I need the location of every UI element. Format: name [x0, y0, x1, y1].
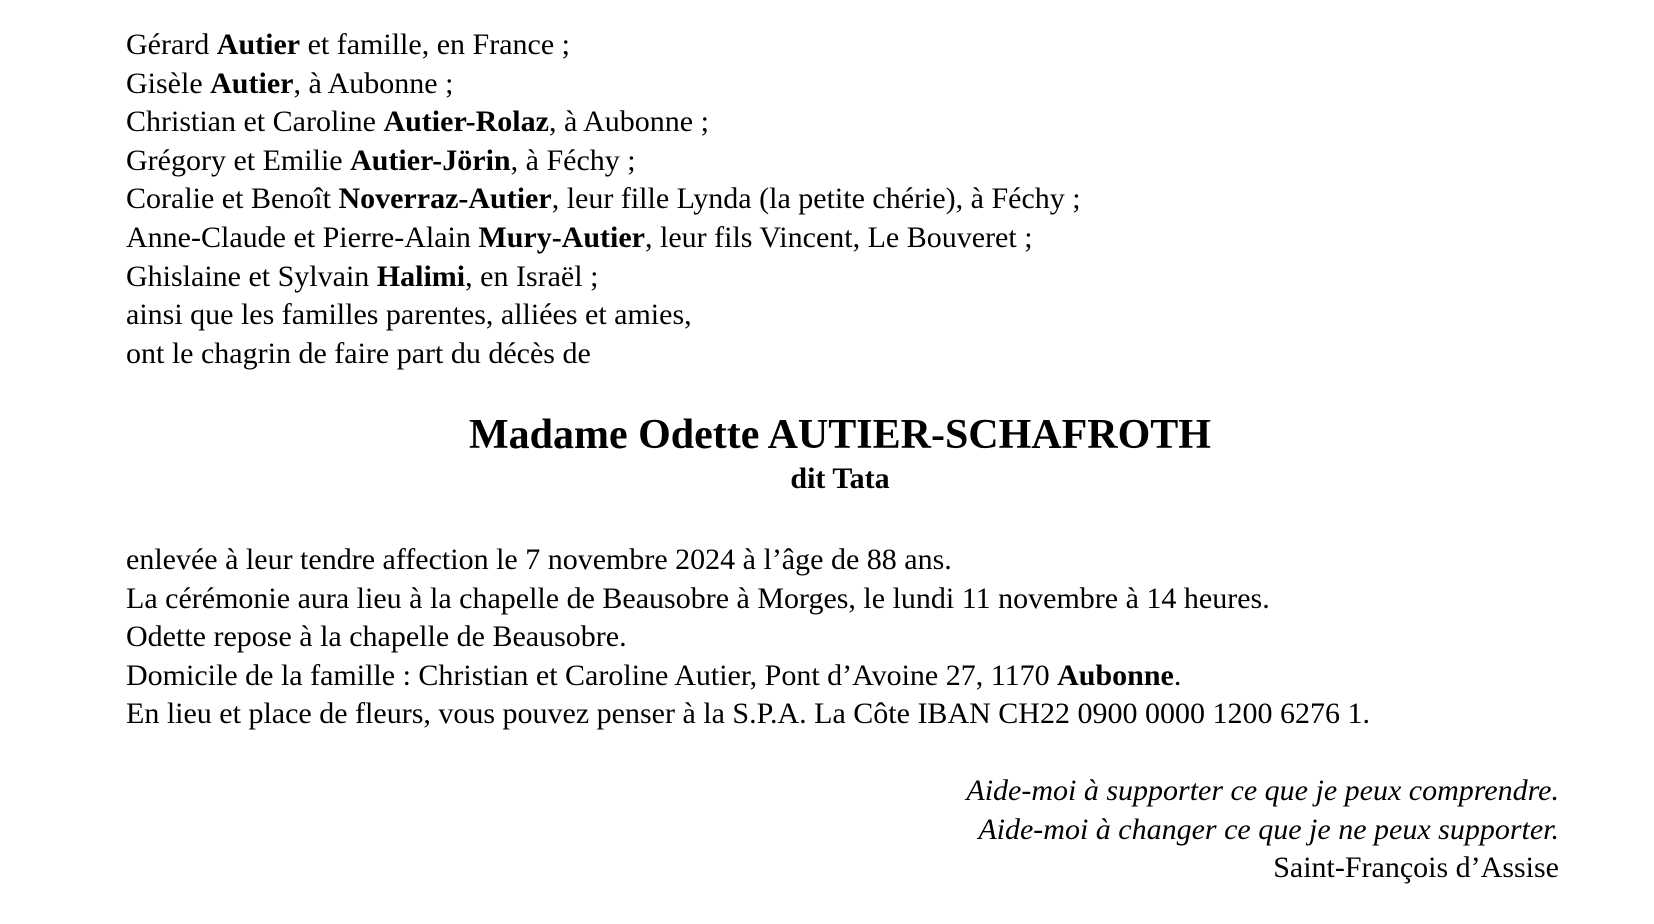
family-line: Christian et Caroline Autier-Rolaz, à Aubonne ; — [126, 105, 709, 139]
quote-attribution: Saint-François d’Assise — [1273, 851, 1559, 885]
family-line: Coralie et Benoît Noverraz-Autier, leur fille Lynda (la petite chérie), à Féchy ; — [126, 182, 1081, 216]
family-list — [126, 26, 1546, 373]
donation-line: En lieu et place de fleurs, vous pouvez penser à la S.P.A. La Côte IBAN CH22 0900 0000 1200 6276 1. — [126, 697, 1370, 731]
ceremony-details — [126, 541, 1576, 734]
family-surname: Noverraz-Autier — [338, 182, 552, 216]
passing-date-line: enlevée à leur tendre affection le 7 novembre 2024 à l’âge de 88 ans. — [126, 543, 952, 576]
repose-line: Odette repose à la chapelle de Beausobre. — [126, 620, 627, 654]
family-surname: Mury-Autier — [478, 220, 645, 254]
family-surname: Autier-Jörin — [350, 143, 511, 177]
family-line: Gérard Autier et famille, en France ; — [126, 28, 570, 61]
quote-line-2: Aide-moi à changer ce que je ne peux supporter. — [978, 812, 1559, 846]
quote-line-1: Aide-moi à supporter ce que je peux comprendre. — [966, 774, 1559, 807]
ceremony-line: La cérémonie aura lieu à la chapelle de Beausobre à Morges, le lundi 11 novembre à 14 heures. — [126, 581, 1270, 615]
closing-line-relatives: ainsi que les familles parentes, alliées et amies, — [126, 298, 692, 332]
family-surname: Autier — [216, 28, 301, 61]
family-surname: Halimi — [376, 259, 466, 293]
domicile-line: Domicile de la famille : Christian et Caroline Autier, Pont d’Avoine 27, 1170 Aubonne. — [126, 658, 1182, 692]
deceased-heading — [0, 410, 1654, 498]
family-surname: Autier — [210, 66, 294, 100]
deceased-nickname: dit Tata — [790, 462, 890, 495]
family-line: Gisèle Autier, à Aubonne ; — [126, 66, 454, 100]
family-line: Ghislaine et Sylvain Halimi, en Israël ; — [126, 259, 599, 293]
closing-line-announcement: ont le chagrin de faire part du décès de — [126, 336, 591, 370]
domicile-town: Aubonne — [1057, 658, 1174, 692]
family-line: Grégory et Emilie Autier-Jörin, à Féchy ; — [126, 143, 636, 177]
closing-quote — [966, 772, 1559, 888]
family-surname: Autier-Rolaz — [383, 105, 549, 139]
family-line: Anne-Claude et Pierre-Alain Mury-Autier, leur fils Vincent, Le Bouveret ; — [126, 220, 1033, 254]
deceased-name: Madame Odette AUTIER-SCHAFROTH — [469, 412, 1211, 458]
